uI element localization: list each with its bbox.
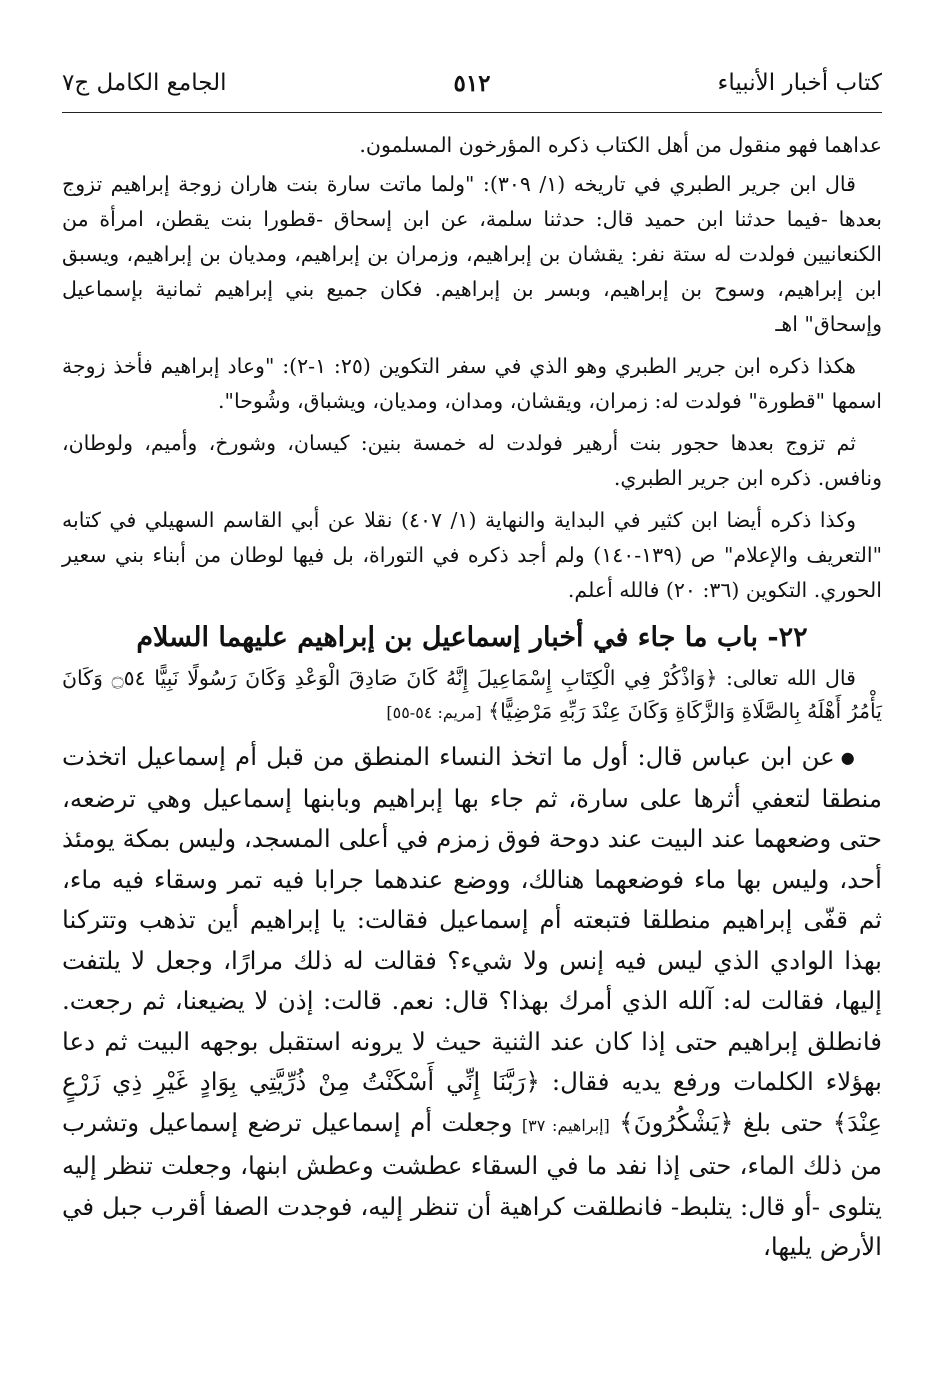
verse-reference: [إبراهيم: ٣٧] (521, 1115, 610, 1135)
quran-verse: ﴿وَاذْكُرْ فِي الْكِتَابِ إِسْمَاعِيلَ إِنَّهُ كَانَ صَادِقَ الْوَعْدِ وَكَانَ رَسُولًا نَبِيًّا ۝٥٤ وَكَانَ يَأْمُرُ أَهْلَهُ بِالصَّلَاةِ وَالزَّكَاةِ وَكَانَ عِنْدَ رَبِّهِ مَرْضِيًّا﴾ (62, 666, 882, 723)
hadith-text: حتى بلغ (742, 1107, 824, 1137)
chapter-title: ٢٢- باب ما جاء في أخبار إسماعيل بن إبراهيم عليهما السلام (136, 622, 808, 653)
paragraph: عداهما فهو منقول من أهل الكتاب ذكره المؤرخون المسلمون. (359, 133, 882, 157)
verse-paragraph (62, 662, 882, 729)
hadith-paragraph (62, 737, 882, 1268)
series-title: الجامع الكامل ج٧ (62, 70, 227, 96)
bullet-icon: ● (840, 748, 856, 768)
quran-verse: ﴿رَبَّنَا إِنِّي أَسْكَنْتُ مِنْ ذُرِّيَّتِي بِوَادٍ غَيْرِ ذِي زَرْعٍ عِنْدَ﴾ (62, 1067, 882, 1137)
verse-reference: [مريم: ٥٤-٥٥] (386, 703, 482, 722)
paragraph: هكذا ذكره ابن جرير الطبري وهو الذي في سفر التكوين (٢٥: ١-٢): "وعاد إبراهيم فأخذ زوجة اسمها "قطورة" فولدت له: زمران، ويقشان، ومدان، ومديان، ويشباق، وشُوحا". (62, 354, 882, 413)
header-divider (62, 112, 882, 113)
book-title: كتاب أخبار الأنبياء (717, 70, 882, 96)
paragraph: ثم تزوج بعدها حجور بنت أرهير فولدت له خمسة بنين: كيسان، وشورخ، وأميم، ولوطان، ونافس. ذكره ابن جرير الطبري. (62, 431, 882, 490)
page-body (62, 128, 882, 1268)
hadith-text: عن ابن عباس قال: أول ما اتخذ النساء المنطق من قبل أم إسماعيل اتخذت منطقا لتعفي أثرها على سارة، ثم جاء بها إبراهيم وبابنها إسماعيل وهي ترضعه، حتى وضعهما عند البيت عند دوحة فوق زمزم في أعلى المسجد، وليس بمكة يومئذ أحد، وليس بها ماء فوضعهما هنالك، ووضع عندهما جرابا فيه تمر وسقاء فيه ماء، ثم قفّى إبراهيم منطلقا فتبعته أم إسماعيل فقالت: يا إبراهيم أين تذهب وتتركنا بهذا الوادي الذي ليس فيه إنس ولا شيء؟ فقالت له ذلك مرارًا، وجعل لا يلتفت إليها، فقالت له: آلله الذي أمرك بهذا؟ قال: نعم. قالت: إذن لا يضيعنا، ثم رجعت. فانطلق إبراهيم حتى إذا كان عند الثنية حيث لا يرونه استقبل بوجهه البيت ثم دعا بهؤلاء الكلمات ورفع يديه فقال: (62, 742, 882, 1097)
paragraph: وكذا ذكره أيضا ابن كثير في البداية والنهاية (١/ ٤٠٧) نقلا عن أبي القاسم السهيلي في كتابه "التعريف والإعلام" ص (١٣٩-١٤٠) ولم أجد ذكره في التوراة، بل فيها لوطان من أبناء بني سعير الحوري. التكوين (٣٦: ٢٠) فالله أعلم. (62, 508, 883, 602)
verse-intro: قال الله تعالى: (726, 666, 856, 690)
hadith-text: وجعلت أم إسماعيل ترضع إسماعيل وتشرب من ذلك الماء، حتى إذا نفد ما في السقاء عطشت وعطش ابنها، وجعلت تنظر إليه يتلوى -أو قال: يتلبط- فانطلقت كراهية أن تنظر إليه، فوجدت الصفا أقرب جبل في الأرض يليها، (62, 1107, 882, 1262)
quran-verse: ﴿يَشْكُرُونَ﴾ (619, 1107, 734, 1137)
paragraph: قال ابن جرير الطبري في تاريخه (١/ ٣٠٩): "ولما ماتت سارة بنت هاران زوجة إبراهيم تزوج بعدها -فيما حدثنا ابن حميد قال: حدثنا سلمة، عن ابن إسحاق -قطورا بنت يقطن، امرأة من الكنعانيين فولدت له ستة نفر: يقشان بن إبراهيم، وزمران بن إبراهيم، ومديان بن إبراهيم، ويسبق ابن إبراهيم، وسوح بن إبراهيم، وبسر بن إبراهيم. فكان جميع بني إبراهيم ثمانية بإسماعيل وإسحاق" اهـ (62, 172, 882, 336)
page-header (62, 60, 882, 112)
page-number: ٥١٢ (453, 70, 491, 97)
